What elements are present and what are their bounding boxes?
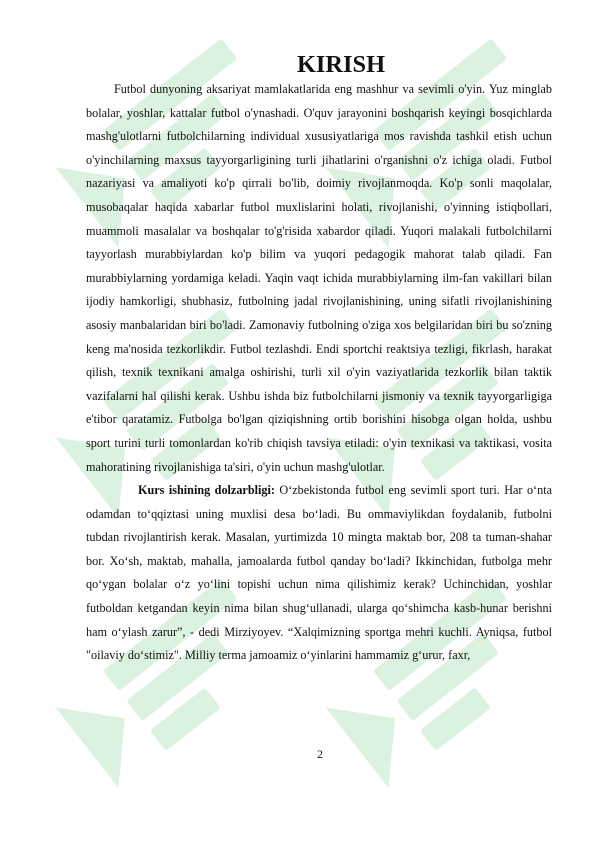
page-number: 2 xyxy=(317,747,323,761)
intro-paragraph: Futbol dunyoning aksariyat mamlakatlarida eng mashhur va sevimli o'yin. Yuz minglab bolalar, yoshlar, kattalar futbol o'ynashadi. O'quv jarayonini boshqarish keyingi bosqichlarda mashg'ulotlarni futbolchilarning individual xususiyatlariga mos ravishda tashkil etish uchun o'yinchilarning maxsus tayyorgarligining turli jihatlarini o'rganishni o'z ichiga oladi. Futbol nazariyasi va amaliyoti ko'p qirrali bo'lib, doimiy rivojlanmoqda. Ko'p sonli maqolalar, musobaqalar haqida xabarlar futbol muxlislarini holati, rivojlanishi, o'yinning istiqbollari, muammoli masalalar va boshqalar to'g'risida xabardor qiladi. Yuqori malakali futbolchilarni tayyorlash murabbiylardan ko'p bilim va yuqori pedagogik mahorat talab qiladi. Fan murabbiylarning yordamiga keladi. Yaqin vaqt ichida murabbiylarning ilm-fan vakillari bilan ijodiy hamkorligi, shubhasiz, futbolning jadal rivojlanishining, uning sifatli rivojlanishining asosiy manbalaridan biri bo'ladi. Zamonaviy futbolning o'ziga xos belgilaridan biri bu so'zning keng ma'nosida tezkorlikdir. Futbol tezlashdi. Endi sportchi reaktsiya tezligi, fikrlash, harakat qilish, texnik texnikani amalga oshirishi, turli xil o'yin vaziyatlarida tezkorlik bilan taktik vazifalarni hal qilishi kerak. Ushbu ishda biz futbolchilarni jismoniy va texnik tayyorgarligiga e'tibor qaratamiz. Futbolga bo'lgan qiziqishning ortib borishini hisobga olgan holda, ushbu sport turini turli tomonlardan ko'rib chiqish tavsiya etiladi: o'yin texnikasi va taktikasi, vosita mahoratining rivojlanishiga ta'siri, o'yin uchun mashg'ulotlar. xyxy=(86,82,552,474)
relevance-text: O‘zbekistonda futbol eng sevimli sport turi. Har o‘nta odamdan to‘qqiztasi uning muxlisi desa bo‘ladi. Bu ommaviylikdan foydalanib, futbolni tubdan rivojlantirish kerak. Masalan, yurtimizda 10 mingta maktab bor, 208 ta tuman-shahar bor. Xo‘sh, maktab, mahalla, jamoalarda futbol qanday bo‘ladi? Ikkinchidan, futbolga mehr qo‘ygan bolalar o‘z yo‘lini topishi uchun nima qilishimiz kerak? Uchinchidan, yoshlar futboldan ketgandan keyin nima bilan shug‘ullanadi, ularga qo‘shimcha kasb-hunar berishni ham o‘ylash zarur”, - dedi Mirziyoyev. “Xalqimizning sportga mehri kuchli. Ayniqsa, futbol "oilaviy do‘stimiz". Milliy terma jamoamiz o‘yinlarini hammamiz g‘urur, faxr, xyxy=(86,483,552,663)
section-title: KIRISH xyxy=(296,51,386,78)
relevance-paragraph xyxy=(86,479,552,668)
document-page xyxy=(86,52,552,668)
relevance-heading: Kurs ishining dolzarbligi: xyxy=(138,483,275,498)
